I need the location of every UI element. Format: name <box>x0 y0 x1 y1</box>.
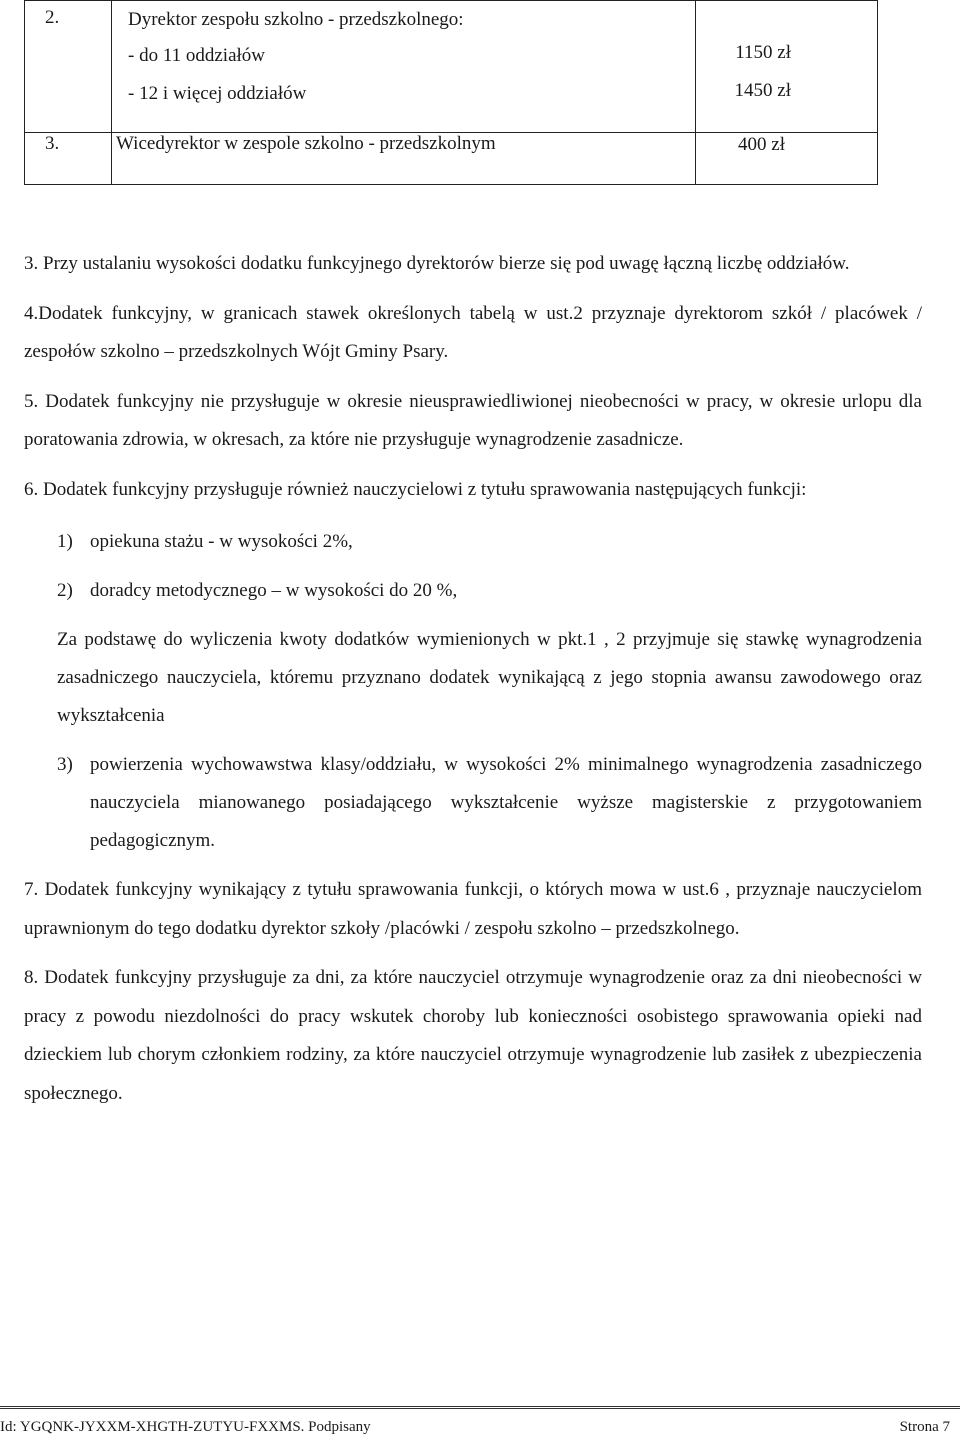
paragraph-5: 5. Dodatek funkcyjny nie przysługuje w okresie nieusprawiedliwionej nieobecności w pracy, w okresie urlopu dla poratowania zdrowia, w okresach, za które nie przysługuje wynagrodzenie zasadnicze. <box>24 390 922 450</box>
list-item-number: 2) <box>57 580 73 601</box>
list-item-number: 1) <box>57 531 73 552</box>
row-subitem: - do 11 oddziałów <box>128 45 266 66</box>
row-number: 3. <box>25 133 112 185</box>
footer-divider <box>0 1406 960 1407</box>
paragraph-4: 4.Dodatek funkcyjny, w granicach stawek określonych tabelą w ust.2 przyznaje dyrektorom szkół / placówek / zespołów szkolno – przedszkolnych Wójt Gminy Psary. <box>24 302 922 362</box>
paragraph-3: 3. Przy ustalaniu wysokości dodatku funkcyjnego dyrektorów bierze się pod uwagę łączną liczbę oddziałów. <box>24 253 850 274</box>
row-amount: 1450 zł <box>734 80 791 101</box>
row-amount: 1150 zł <box>735 42 791 63</box>
table-row <box>25 1 878 133</box>
allowance-table <box>24 0 878 185</box>
page-number: Strona 7 <box>899 1419 950 1435</box>
list-item: 2) doradcy metodycznego – w wysokości do 20 %, <box>24 572 922 610</box>
note-paragraph: Za podstawę do wyliczenia kwoty dodatków wymienionych w pkt.1 , 2 przyjmuje się stawkę wynagrodzenia zasadniczego nauczyciela, któremu przyznano dodatek wynikającą z jego stopnia awansu zawodowego oraz wykształcenia <box>57 629 922 726</box>
row-amount: 400 zł <box>696 133 878 185</box>
list-item-number: 3) <box>57 754 73 775</box>
row-subitem: - 12 i więcej oddziałów <box>128 83 307 104</box>
document-id: Id: YGQNK-JYXXM-XHGTH-ZUTYU-FXXMS. Podpisany <box>0 1419 371 1435</box>
paragraph-7: 7. Dodatek funkcyjny wynikający z tytułu sprawowania funkcji, o których mowa w ust.6 , przyznaje nauczycielom uprawnionym do tego dodatku dyrektor szkoły /placówki / zespołu szkolno – przedszkolnego. <box>24 879 922 939</box>
paragraph-8: 8. Dodatek funkcyjny przysługuje za dni, za które nauczyciel otrzymuje wynagrodzenie oraz za dni nieobecności w pracy z powodu niezdolności do pracy wskutek choroby lub konieczności osobistego sprawowania opieki nad dzieckiem lub chorym członkiem rodziny, za które nauczyciel otrzymuje wynagrodzenie lub zasiłek z ubezpieczenia społecznego. <box>24 967 922 1104</box>
list-item: 3) powierzenia wychowawstwa klasy/oddziału, w wysokości 2% minimalnego wynagrodzenia zasadniczego nauczyciela mianowanego posiadającego wykształcenie wyższe magisterskie z przygotowaniem pedagogicznym. <box>24 746 922 860</box>
paragraph-6: 6. Dodatek funkcyjny przysługuje również nauczycielowi z tytułu sprawowania następujących funkcji: <box>24 478 807 500</box>
row-number: 2. <box>25 1 112 133</box>
row-title: Wicedyrektor w zespole szkolno - przedszkolnym <box>112 133 696 185</box>
list-item: 1) opiekuna stażu - w wysokości 2%, <box>24 523 922 561</box>
page-footer <box>0 1408 960 1435</box>
row-title: Dyrektor zespołu szkolno - przedszkolnego: <box>128 9 464 30</box>
table-row <box>25 133 878 185</box>
document-body <box>24 245 922 1113</box>
